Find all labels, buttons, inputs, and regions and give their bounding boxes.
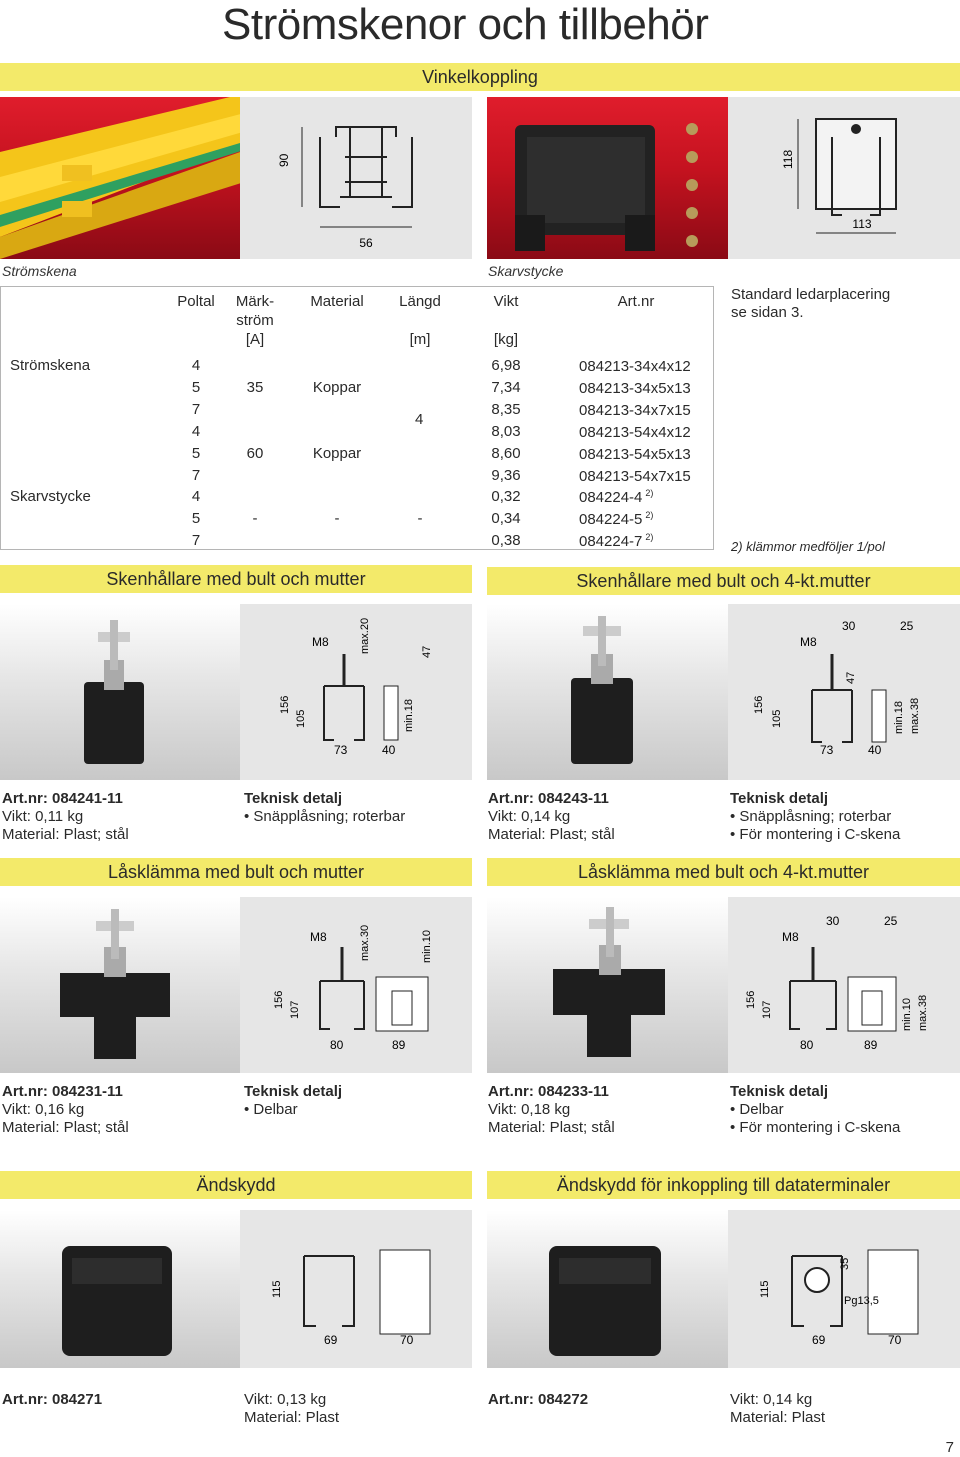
section-header-lasklamma-4kt [487,858,960,886]
page-title: Strömskenor och tillbehör [222,0,709,49]
cell-ampere: - [252,510,258,528]
material: Material: Plast; stål [488,826,615,843]
product-info-andskydd [2,1391,102,1409]
side-note-line-1: Standard ledarplacering [731,286,891,303]
artnr: Art.nr: 084272 [488,1391,589,1408]
section-header-vinkelkoppling [0,63,960,91]
cell-vikt: 0,32 [491,488,521,506]
dim-label: min.18 [403,698,415,732]
material: Material: Plast; stål [2,1119,129,1136]
col-header-poltal: Poltal [177,293,215,310]
artnr: Art.nr: 084231-11 [2,1083,123,1100]
cell-poltal: 7 [191,400,201,418]
col-header-artnr: Art.nr [617,293,655,310]
dim-label: 40 [382,743,396,757]
cell-ampere: 35 [246,378,264,396]
cell-artnr [579,467,694,485]
col-header-material: Material [310,293,364,310]
dim-label: min.18 [893,700,905,734]
dim-label: 35 [839,1257,851,1270]
col-header-langd-unit: [m] [409,331,431,348]
artnr: Art.nr: 084243-11 [488,790,609,807]
cell-poltal: 5 [191,444,201,462]
cell-poltal: 4 [191,422,201,440]
col-header-markstrom-1: Märk- [235,293,275,310]
vikt: Vikt: 0,14 kg [488,808,571,825]
dim-label: max.38 [917,994,929,1031]
material: Material: Plast; stål [488,1119,615,1136]
cell-artnr [579,445,694,463]
col-header-markstrom-2: ström [236,312,274,329]
product-image-andskydd-data [487,1210,960,1368]
cell-artnr [579,379,694,397]
tech-detail-item: • Delbar [730,1101,900,1119]
dim-label: 47 [421,645,433,658]
section-header-lasklamma [0,858,472,886]
dim-label: 107 [289,1000,301,1019]
dim-label: 80 [330,1038,344,1052]
dim-label: 69 [324,1333,338,1347]
vikt: Vikt: 0,18 kg [488,1101,571,1118]
tech-detail-title: Teknisk detalj [730,1083,829,1100]
dim-label: 89 [864,1038,878,1052]
section-header-skenhallare [0,565,472,593]
tech-detail-item: • Snäpplåsning; roterbar [244,808,405,826]
product-photo-skenhallare-4kt [571,616,633,764]
product-table [0,286,714,550]
product-image-skenhallare [0,604,472,780]
tech-detail-item: • Delbar [244,1101,342,1119]
product-photo-lasklamma [60,909,170,1059]
caption-stromskena: Strömskena [2,263,77,279]
product-weight-andskydd-data [730,1391,825,1427]
cell-material: Koppar [312,378,362,396]
tech-detail-lasklamma-4kt [730,1083,900,1137]
tech-detail-title: Teknisk detalj [244,790,343,807]
cell-vikt: 8,60 [491,444,521,462]
dim-label: 25 [884,914,898,928]
section-title: Låsklämma med bult och 4-kt.mutter [577,861,870,882]
tech-detail-item: • För montering i C-skena [730,826,900,844]
drawing-skenhallare-4kt [728,604,960,780]
artnr-value: 084213-34x7x15 [579,401,691,419]
col-header-langd: Längd [399,293,441,310]
tech-detail-skenhallare [244,790,405,826]
artnr: Art.nr: 084271 [2,1391,103,1408]
dim-label: 25 [900,619,914,633]
cell-poltal: 4 [191,488,201,506]
group-label-stromskena: Strömskena [10,357,91,374]
langd-merged-value: 4 [415,411,424,428]
artnr-value: 084213-54x7x15 [579,467,691,485]
cell-poltal: 5 [191,378,201,396]
tech-detail-item: • För montering i C-skena [730,1119,900,1137]
footnote: 2) klämmor medföljer 1/pol [731,539,885,554]
drawing-lasklamma [240,897,472,1073]
section-title: Låsklämma med bult och mutter [107,861,365,882]
dim-label: M8 [312,635,329,649]
dim-label: 47 [845,671,857,684]
dim-label: 105 [771,709,783,728]
side-note-line-2: se sidan 3. [731,304,804,321]
vikt: Vikt: 0,11 kg [2,808,84,825]
dim-label: 156 [279,695,291,714]
section-header-andskydd [0,1171,472,1199]
cell-poltal: 7 [191,466,201,484]
dim-90: 90 [277,153,291,167]
section-title: Vinkelkoppling [422,66,538,87]
tech-detail-lasklamma [244,1083,342,1119]
dim-label: 40 [868,743,882,757]
dim-label: 69 [812,1333,826,1347]
col-header-vikt: Vikt [493,293,519,310]
dim-label: 115 [271,1280,283,1298]
product-info-skenhallare [2,790,129,844]
cell-vikt: 6,98 [491,357,521,374]
dim-label: 73 [334,743,348,757]
drawing-andskydd-data [728,1210,960,1368]
tech-detail-title: Teknisk detalj [244,1083,343,1100]
product-weight-andskydd [244,1391,339,1427]
dim-label: M8 [310,930,327,944]
material: Material: Plast [244,1409,340,1426]
cell-material: Koppar [312,444,362,462]
artnr-value: 084213-54x4x12 [579,423,691,441]
product-image-lasklamma-4kt [487,897,960,1073]
product-info-lasklamma-4kt [488,1083,615,1137]
section-title: Ändskydd för inkoppling till dataterminaler [556,1174,891,1195]
col-header-markstrom-3: [A] [245,331,265,348]
artnr: Art.nr: 084241-11 [2,790,123,807]
cell-vikt: 0,38 [491,532,521,550]
dim-56: 56 [359,236,373,250]
artnr-value: 084224-5 [579,511,643,529]
cell-vikt: 7,34 [491,378,521,396]
vikt: Vikt: 0,13 kg [244,1391,327,1408]
cell-poltal: 7 [191,532,201,550]
tech-detail-item: • Snäpplåsning; roterbar [730,808,900,826]
dim-label: 70 [400,1333,414,1347]
dim-label: 89 [392,1038,406,1052]
dim-label: 115 [759,1280,771,1298]
dim-label: min.10 [421,929,433,963]
cell-artnr [579,488,653,506]
product-image-andskydd [0,1210,472,1368]
dim-label: 156 [273,990,285,1009]
section-header-skenhallare-4kt [487,567,960,595]
dim-113: 113 [852,217,872,231]
col-header-vikt-unit: [kg] [493,331,519,348]
product-info-lasklamma [2,1083,129,1137]
vikt: Vikt: 0,16 kg [2,1101,85,1118]
footnote-ref: 2) [645,488,654,499]
dim-label: 73 [820,743,834,757]
artnr-value: 084224-7 [579,533,643,551]
page-number: 7 [945,1439,954,1456]
artnr-value: 084213-34x5x13 [579,379,691,397]
cell-vikt: 0,34 [491,510,521,528]
product-image-skenhallare-4kt [487,604,960,780]
dim-label: max.38 [909,697,921,734]
caption-skarvstycke: Skarvstycke [488,263,564,279]
cell-vikt: 8,03 [491,422,521,440]
material: Material: Plast [730,1409,826,1426]
dim-label: M8 [782,930,799,944]
dim-label: min.10 [901,997,913,1031]
footnote-ref: 2) [645,532,654,543]
dim-label: max.20 [359,617,371,654]
product-photo-andskydd [62,1246,172,1356]
product-photo-andskydd-data [549,1246,661,1356]
drawing-andskydd [240,1210,472,1368]
cell-artnr [579,357,694,375]
cell-vikt: 9,36 [491,466,521,484]
dim-label: 30 [826,914,840,928]
dim-label: 156 [745,990,757,1009]
cell-artnr [579,532,653,550]
group-label-skarvstycke: Skarvstycke [10,488,91,505]
dim-label: 30 [842,619,856,633]
vikt: Vikt: 0,14 kg [730,1391,813,1408]
cell-artnr [579,401,694,419]
side-note [731,286,890,322]
tech-detail-skenhallare-4kt [730,790,900,844]
cell-material: - [334,510,340,528]
cell-poltal: 4 [191,357,201,374]
dim-label: 80 [800,1038,814,1052]
cell-ampere: 60 [246,444,264,462]
cell-vikt: 8,35 [491,400,521,418]
dim-118: 118 [781,149,795,169]
product-photo-lasklamma-4kt [553,907,665,1057]
product-photo-skenhallare [84,620,144,764]
cell-artnr [579,510,653,528]
section-title: Ändskydd [196,1174,276,1195]
product-info-andskydd-data [488,1391,588,1409]
artnr-value: 084213-34x4x12 [579,358,691,375]
section-title: Skenhållare med bult och mutter [106,568,366,589]
artnr-value: 084224-4 [579,489,643,507]
cell-langd: - [417,510,423,528]
section-header-andskydd-data [487,1171,960,1199]
drawing-skarvstycke [728,97,960,259]
dim-label: 156 [753,695,765,714]
artnr: Art.nr: 084233-11 [488,1083,609,1100]
tech-detail-title: Teknisk detalj [730,790,829,807]
dim-label: 105 [295,709,307,728]
dim-label: 107 [761,1000,773,1019]
cell-poltal: 5 [191,510,201,528]
dim-label: M8 [800,635,817,649]
dim-label: 70 [888,1333,902,1347]
drawing-stromskena [240,97,472,259]
dim-label: Pg13,5 [844,1295,879,1307]
product-image-lasklamma [0,897,472,1073]
footnote-ref: 2) [645,510,654,521]
product-info-skenhallare-4kt [488,790,615,844]
artnr-value: 084213-54x5x13 [579,445,691,463]
section-title: Skenhållare med bult och 4-kt.mutter [576,570,871,591]
cell-artnr [579,423,694,441]
material: Material: Plast; stål [2,826,129,843]
dim-label: max.30 [359,924,371,961]
drawing-lasklamma-4kt [728,897,960,1073]
drawing-skenhallare [240,604,472,780]
